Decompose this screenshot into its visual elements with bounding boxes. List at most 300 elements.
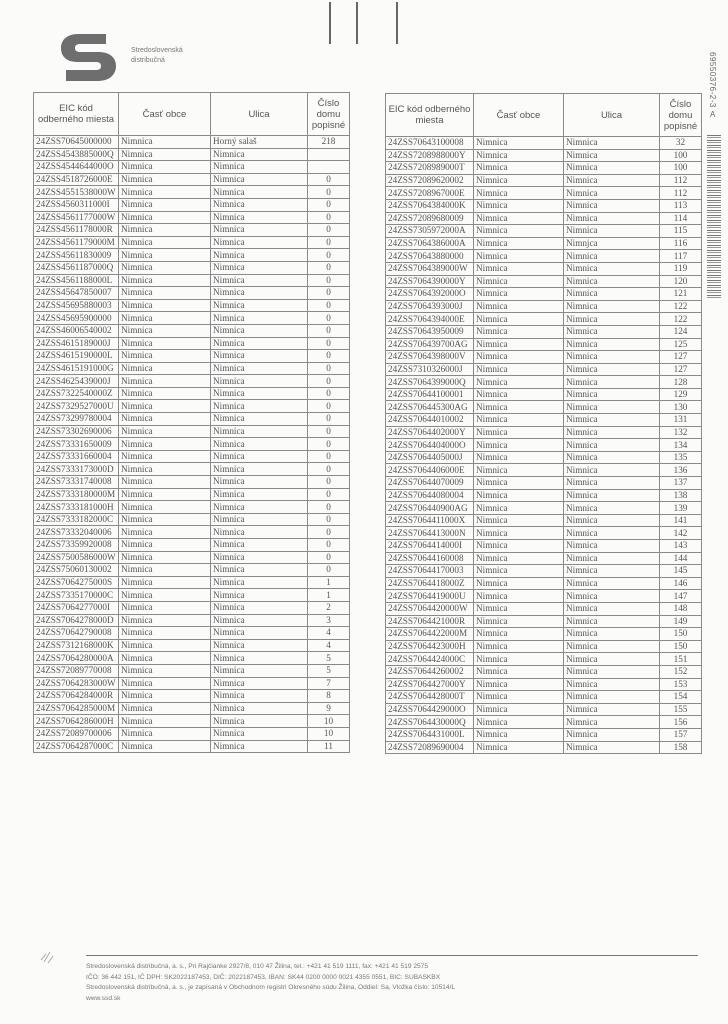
cell-cast-obce: Nimnica [474,325,564,338]
cell-eic: 24ZSS75060130002 [34,564,119,577]
cell-cislo: 115 [660,225,702,238]
cell-ulica: Nimnica [564,199,660,212]
cell-ulica: Nimnica [211,312,308,325]
cell-cast-obce: Nimnica [119,299,211,312]
table-row [386,640,702,653]
cell-cislo: 155 [660,703,702,716]
cell-cislo: 129 [660,388,702,401]
table-row [34,727,350,740]
cell-cislo: 0 [308,488,350,501]
cell-cast-obce: Nimnica [474,552,564,565]
cell-eic: 24ZSS7064392000O [386,288,474,301]
cell-ulica: Nimnica [211,198,308,211]
cell-eic: 24ZSS73299780004 [34,413,119,426]
cell-cast-obce: Nimnica [119,161,211,174]
cell-eic: 24ZSS7335170000C [34,589,119,602]
cell-eic: 24ZSS7064277000I [34,601,119,614]
cell-cast-obce: Nimnica [474,137,564,150]
cell-ulica: Nimnica [211,173,308,186]
cell-cast-obce: Nimnica [119,224,211,237]
table-row [386,477,702,490]
registration-mark [329,2,331,44]
table-row [386,540,702,553]
cell-eic: 24ZSS7064390000Y [386,275,474,288]
cell-eic: 24ZSS7064411000X [386,514,474,527]
brand-line-2: distribučná [131,57,165,64]
header-cislo: Číslo domu popisné [660,94,702,137]
cell-cast-obce: Nimnica [119,413,211,426]
cell-ulica: Nimnica [564,187,660,200]
cell-eic: 24ZSS70645000000 [34,136,119,149]
cell-cislo: 0 [308,413,350,426]
cell-cislo: 112 [660,174,702,187]
cell-cast-obce: Nimnica [474,262,564,275]
cell-ulica: Nimnica [564,602,660,615]
table-row [34,362,350,375]
cell-ulica: Nimnica [564,225,660,238]
table-row [386,162,702,175]
cell-eic: 24ZSS4561177000W [34,211,119,224]
cell-ulica: Nimnica [211,539,308,552]
table-row [386,489,702,502]
cell-eic: 24ZSS706439700AG [386,338,474,351]
cell-ulica: Nimnica [564,577,660,590]
table-row [34,488,350,501]
cell-cislo: 138 [660,489,702,502]
cell-ulica: Nimnica [564,451,660,464]
table-row [34,387,350,400]
cell-ulica: Nimnica [564,640,660,653]
cell-eic: 24ZSS7064393000J [386,300,474,313]
cell-eic: 24ZSS7064428000T [386,691,474,704]
table-row [34,539,350,552]
cell-cast-obce: Nimnica [119,350,211,363]
cell-cislo: 0 [308,236,350,249]
cell-cast-obce: Nimnica [119,501,211,514]
cell-cislo: 0 [308,299,350,312]
cell-ulica: Nimnica [211,576,308,589]
cell-cislo: 116 [660,237,702,250]
cell-eic: 24ZSS73331740008 [34,476,119,489]
cell-eic: 24ZSS73331660004 [34,450,119,463]
cell-eic: 24ZSS70644070009 [386,477,474,490]
table-header-row [386,94,702,137]
header-eic: EIC kód odberného miesta [34,93,119,136]
cell-eic: 24ZSS73331650009 [34,438,119,451]
table-row [386,527,702,540]
cell-ulica: Nimnica [564,489,660,502]
cell-eic: 24ZSS7064285000M [34,702,119,715]
cell-ulica: Nimnica [211,639,308,652]
cell-cast-obce: Nimnica [119,589,211,602]
table-row [386,502,702,515]
cell-cislo: 0 [308,249,350,262]
cell-cast-obce: Nimnica [119,362,211,375]
cell-cast-obce: Nimnica [474,691,564,704]
cell-eic: 24ZSS70643880000 [386,250,474,263]
cell-cast-obce: Nimnica [474,187,564,200]
cell-cast-obce: Nimnica [119,513,211,526]
cell-eic: 24ZSS70644080004 [386,489,474,502]
header-cast-obce: Časť obce [119,93,211,136]
table-row [386,703,702,716]
cell-ulica: Nimnica [564,527,660,540]
cell-cast-obce: Nimnica [474,439,564,452]
table-row [386,325,702,338]
cell-cislo: 124 [660,325,702,338]
cell-cislo: 0 [308,501,350,514]
cell-cast-obce: Nimnica [474,212,564,225]
cell-ulica: Nimnica [564,250,660,263]
cell-cislo: 134 [660,439,702,452]
table-row [34,287,350,300]
cell-cast-obce: Nimnica [474,174,564,187]
cell-eic: 24ZSS4561188000L [34,274,119,287]
cell-cast-obce: Nimnica [474,514,564,527]
cell-eic: 24ZSS7064286000H [34,715,119,728]
table-row [386,149,702,162]
cell-eic: 24ZSS46006540002 [34,324,119,337]
cell-cislo: 150 [660,628,702,641]
table-row [34,627,350,640]
table-row [386,615,702,628]
cell-cislo: 3 [308,614,350,627]
cell-cislo: 137 [660,477,702,490]
registration-marks [329,2,399,44]
cell-cast-obce: Nimnica [474,678,564,691]
cell-cislo: 0 [308,274,350,287]
header-ulica: Ulica [211,93,308,136]
cell-cast-obce: Nimnica [474,527,564,540]
table-row [34,664,350,677]
cell-eic: 24ZSS7500586000W [34,551,119,564]
cell-cislo: 10 [308,715,350,728]
cell-eic: 24ZSS4518726000E [34,173,119,186]
cell-ulica: Nimnica [564,728,660,741]
cell-eic: 24ZSS7064405000J [386,451,474,464]
table-row [34,375,350,388]
cell-eic: 24ZSS7064275000S [34,576,119,589]
cell-eic: 24ZSS7310326000J [386,363,474,376]
cell-eic: 24ZSS7064280000A [34,652,119,665]
cell-eic: 24ZSS70644100001 [386,388,474,401]
cell-cast-obce: Nimnica [119,627,211,640]
cell-ulica: Nimnica [211,601,308,614]
table-row [34,677,350,690]
cell-eic: 24ZSS70644160008 [386,552,474,565]
cell-cislo: 0 [308,211,350,224]
cell-cast-obce: Nimnica [119,186,211,199]
cell-eic: 24ZSS4561179000M [34,236,119,249]
cell-eic: 24ZSS7064394000E [386,313,474,326]
cell-cislo: 5 [308,664,350,677]
cell-ulica: Nimnica [564,741,660,754]
table-row [34,702,350,715]
table-row [34,652,350,665]
cell-eic: 24ZSS7064398000V [386,351,474,364]
cell-eic: 24ZSS706440900AG [386,502,474,515]
cell-ulica: Nimnica [211,186,308,199]
header-cast-obce: Časť obce [474,94,564,137]
cell-ulica: Nimnjca [564,237,660,250]
cell-ulica: Nimnica [211,551,308,564]
cell-ulica: Nimnica [564,565,660,578]
cell-cislo: 1 [308,576,350,589]
cell-ulica: Nimnica [211,627,308,640]
cell-cast-obce: Nimnica [119,715,211,728]
cell-cislo [308,148,350,161]
cell-ulica: Nimnica [564,703,660,716]
cell-eic: 24ZSS7208988000Y [386,149,474,162]
cell-cast-obce: Nimnica [119,287,211,300]
table-row [34,589,350,602]
cell-cislo: 156 [660,716,702,729]
table-row [34,198,350,211]
cell-cislo: 119 [660,262,702,275]
cell-eic: 24ZSS7064406000E [386,464,474,477]
cell-cislo: 125 [660,338,702,351]
cell-cislo: 0 [308,362,350,375]
cell-eic: 24ZSS7208989000T [386,162,474,175]
footer-address: Stredoslovenská distribučná, a. s., Pri Rajčianke 2927/8, 010 47 Žilina, tel.: +421 41 519 1111, fax: +421 41 519 2575 [86,963,429,970]
cell-cislo: 0 [308,186,350,199]
table-row [386,351,702,364]
cell-cast-obce: Nimnica [474,199,564,212]
cell-eic: 24ZSS4615189000J [34,337,119,350]
table-row [386,376,702,389]
table-row [386,565,702,578]
table-row [386,451,702,464]
cell-eic: 24ZSS72089690004 [386,741,474,754]
cell-cislo: 152 [660,665,702,678]
cell-cislo: 146 [660,577,702,590]
cell-ulica: Nimnica [564,653,660,666]
cell-cast-obce: Nimnica [474,338,564,351]
cell-cast-obce: Nimnica [119,639,211,652]
footer-ids: IČO: 36 442 151, IČ DPH: SK2022187453, DIČ: 2022187453, IBAN: SK44 0200 0000 0021 4355 0551, BIC: SUBASKBX [86,973,441,981]
cell-eic: 24ZSS70643950009 [386,325,474,338]
table-row [34,173,350,186]
table-row [386,741,702,754]
cell-cast-obce: Nimnica [119,551,211,564]
cell-cast-obce: Nimnica [474,414,564,427]
cell-ulica: Nimnica [564,288,660,301]
cell-cast-obce: Nimnica [474,388,564,401]
cell-cast-obce: Nimnica [119,450,211,463]
header-cislo: Číslo domu popisné [308,93,350,136]
table-row [386,199,702,212]
cell-ulica: Nimnica [211,513,308,526]
cell-ulica: Nimnica [564,338,660,351]
cell-ulica: Nimnica [211,236,308,249]
cell-cast-obce: Nimnica [119,387,211,400]
cell-eic: 24ZSS7305972000A [386,225,474,238]
cell-cislo: 112 [660,187,702,200]
table-row [386,275,702,288]
table-row [386,388,702,401]
cell-eic: 24ZSS7064402000Y [386,426,474,439]
cell-cast-obce: Nimnica [474,464,564,477]
table-row [34,476,350,489]
table-row [386,174,702,187]
table-row [34,350,350,363]
cell-cast-obce: Nimnica [119,324,211,337]
table-row [386,212,702,225]
cell-eic: 24ZSS72089680009 [386,212,474,225]
cell-cast-obce: Nimnica [119,249,211,262]
table-row [386,464,702,477]
cell-eic: 24ZSS7064389000W [386,262,474,275]
cell-ulica: Nimnica [211,425,308,438]
cell-cast-obce: Nimnica [474,703,564,716]
cell-ulica: Nimnica [211,337,308,350]
cell-cislo: 9 [308,702,350,715]
cell-cislo: 32 [660,137,702,150]
cell-eic: 24ZSS72089770008 [34,664,119,677]
table-row [386,678,702,691]
table-row [386,300,702,313]
cell-cast-obce: Nimnica [474,602,564,615]
cell-ulica: Nimnica [564,325,660,338]
cell-cast-obce: Nimnica [474,741,564,754]
cell-eic: 24ZSS7208967000E [386,187,474,200]
cell-cislo: 151 [660,653,702,666]
cell-cast-obce: Nimnica [119,261,211,274]
table-row [386,728,702,741]
cell-cislo: 144 [660,552,702,565]
cell-ulica: Nimnica [564,665,660,678]
cell-cast-obce: Nimnica [119,601,211,614]
cell-cast-obce: Nimnica [119,337,211,350]
table-row [386,401,702,414]
cell-cast-obce: Nimnica [474,237,564,250]
barcode [707,135,721,300]
cell-ulica: Nimnica [564,464,660,477]
cell-cast-obce: Nimnica [119,652,211,665]
cell-cast-obce: Nimnica [119,740,211,753]
cell-cast-obce: Nimnica [474,640,564,653]
cell-cast-obce: Nimnica [474,665,564,678]
table-row [34,312,350,325]
cell-eic: 24ZSS7064414000I [386,540,474,553]
table-row [386,225,702,238]
table-row [34,186,350,199]
cell-cislo: 0 [308,425,350,438]
cell-cislo: 4 [308,639,350,652]
cell-eic: 24ZSS7064284000R [34,690,119,703]
cell-ulica: Nimnica [211,387,308,400]
cell-eic: 24ZSS7064283000W [34,677,119,690]
cell-eic: 24ZSS70643100008 [386,137,474,150]
cell-eic: 24ZSS7329527000U [34,400,119,413]
cell-cislo: 157 [660,728,702,741]
cell-eic: 24ZSS7064422000M [386,628,474,641]
cell-ulica: Nimnica [211,211,308,224]
cell-cast-obce: Nimnica [119,312,211,325]
cell-ulica: Nimnica [211,526,308,539]
cell-cislo: 117 [660,250,702,263]
footer-registry: Stredoslovenská distribučná, a. s., je zapísaná v Obchodnom registri Okresného súdu Žilina, Oddiel: Sa, Vložka číslo: 10514/L [86,984,456,991]
cell-eic: 24ZSS7064287000C [34,740,119,753]
cell-cislo: 7 [308,677,350,690]
cell-cislo: 154 [660,691,702,704]
cell-ulica: Nimnica [211,413,308,426]
cell-cislo: 149 [660,615,702,628]
table-row [386,665,702,678]
cell-ulica: Nimnica [211,224,308,237]
cell-ulica: Nimnica [211,702,308,715]
scribble-mark-icon [38,948,58,966]
cell-cast-obce: Nimnica [119,564,211,577]
cell-cislo: 127 [660,351,702,364]
cell-cast-obce: Nimnica [474,451,564,464]
table-row [34,690,350,703]
cell-eic: 24ZSS73302690006 [34,425,119,438]
table-row [34,463,350,476]
cell-cast-obce: Nimnica [474,313,564,326]
cell-eic: 24ZSS4625439000J [34,375,119,388]
table-row [34,614,350,627]
cell-eic: 24ZSS7333173000D [34,463,119,476]
right-table [385,93,702,754]
registration-mark [356,2,358,44]
cell-eic: 24ZSS7333182000C [34,513,119,526]
cell-eic: 24ZSS7064431000L [386,728,474,741]
cell-cast-obce: Nimnica [474,225,564,238]
table-row [34,715,350,728]
cell-cislo: 100 [660,162,702,175]
cell-eic: 24ZSS4544644000O [34,161,119,174]
cell-ulica: Nimnica [564,388,660,401]
cell-cislo: 113 [660,199,702,212]
cell-eic: 24ZSS72089700006 [34,727,119,740]
cell-eic: 24ZSS4560311000I [34,198,119,211]
cell-cast-obce: Nimnica [474,426,564,439]
cell-eic: 24ZSS70644170003 [386,565,474,578]
document-code: 69550376-2-3 [708,52,717,108]
cell-ulica: Nimnica [211,652,308,665]
cell-ulica: Nimnica [211,362,308,375]
cell-ulica: Nimnica [211,148,308,161]
cell-ulica: Nimnica [564,363,660,376]
table-row [34,299,350,312]
cell-eic: 24ZSS70644260002 [386,665,474,678]
cell-cislo: 0 [308,287,350,300]
cell-ulica: Nimnica [564,351,660,364]
cell-cislo: 0 [308,438,350,451]
table-row [34,564,350,577]
cell-cast-obce: Nimnica [119,198,211,211]
cell-cast-obce: Nimnica [119,375,211,388]
table-row [34,337,350,350]
cell-cast-obce: Nimnica [119,539,211,552]
cell-eic: 24ZSS45695880003 [34,299,119,312]
cell-cislo: 148 [660,602,702,615]
cell-eic: 24ZSS73359920008 [34,539,119,552]
cell-cast-obce: Nimnica [474,363,564,376]
cell-ulica: Nimnica [564,174,660,187]
cell-ulica: Nimnica [564,376,660,389]
table-row [386,716,702,729]
cell-eic: 24ZSS7064278000D [34,614,119,627]
cell-cislo: 5 [308,652,350,665]
cell-cislo: 128 [660,376,702,389]
cell-cast-obce: Nimnica [474,376,564,389]
table-row [386,590,702,603]
footer-website[interactable]: www.ssd.sk [86,994,121,1002]
cell-ulica: Nimnica [564,628,660,641]
cell-cast-obce: Nimnica [119,236,211,249]
